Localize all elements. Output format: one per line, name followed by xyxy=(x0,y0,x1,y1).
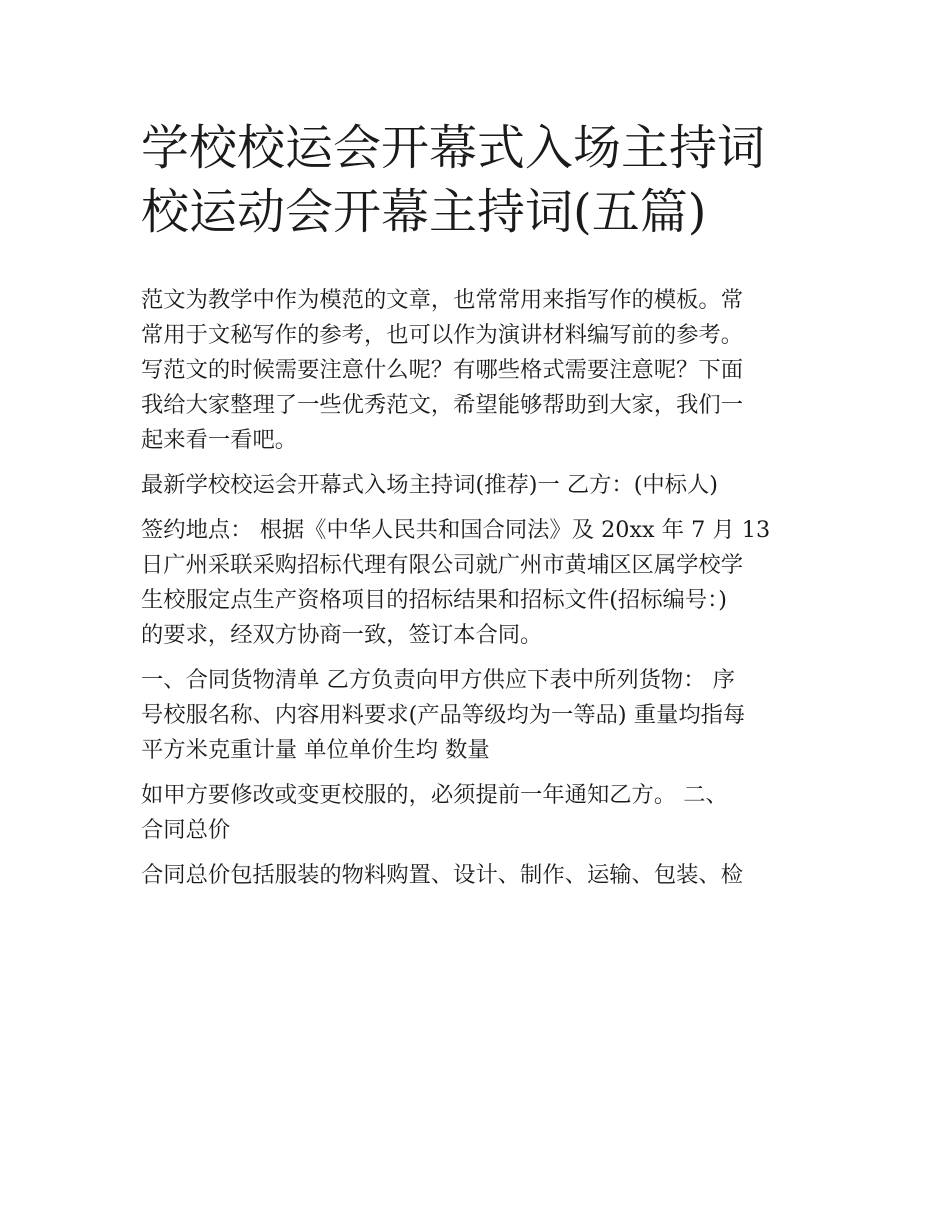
document-title xyxy=(141,116,841,244)
text-line: 签约地点： 根据《中华人民共和国合同法》及 20xx 年 7 月 13 xyxy=(141,517,771,543)
paragraph-modification xyxy=(141,778,821,848)
text-line: 日广州采联采购招标代理有限公司就广州市黄埔区区属学校学 xyxy=(141,552,744,578)
title-line: 学校校运会开幕式入场主持词 xyxy=(141,120,766,176)
text-line: 生校服定点生产资格项目的招标结果和招标文件(招标编号：) xyxy=(141,587,727,613)
text-line: 我给大家整理了一些优秀范文，希望能够帮助到大家，我们一 xyxy=(141,392,744,418)
document-body xyxy=(141,283,821,893)
text-line: 如甲方要修改或变更校服的，必须提前一年通知乙方。 二、 xyxy=(141,782,728,808)
text-line: 起来看一看吧。 xyxy=(141,427,298,453)
text-line: 合同总价包括服装的物料购置、设计、制作、运输、包装、检 xyxy=(141,862,744,888)
text-line: 的要求，经双方协商一致，签订本合同。 xyxy=(141,622,543,648)
text-line: 范文为教学中作为模范的文章，也常常用来指写作的模板。常 xyxy=(141,287,744,313)
text-line: 号校服名称、内容用料要求(产品等级均为一等品) 重量均指每 xyxy=(141,702,746,728)
text-line: 平方米克重计量 单位单价生均 数量 xyxy=(141,737,490,763)
paragraph-contract-basis xyxy=(141,513,821,653)
text-line: 一、合同货物清单 乙方负责向甲方供应下表中所列货物： 序 xyxy=(141,667,735,693)
text-line: 合同总价 xyxy=(141,817,231,843)
title-line: 校运动会开幕主持词(五篇) xyxy=(141,184,707,240)
paragraph-intro xyxy=(141,283,821,458)
paragraph-heading xyxy=(141,468,821,503)
text-line: 常用于文秘写作的参考，也可以作为演讲材料编写前的参考。 xyxy=(141,322,744,348)
paragraph-total-price xyxy=(141,858,821,893)
paragraph-goods-list xyxy=(141,663,821,768)
text-line: 最新学校校运会开幕式入场主持词(推荐)一 乙方：(中标人) xyxy=(141,472,719,498)
text-line: 写范文的时候需要注意什么呢？有哪些格式需要注意呢？下面 xyxy=(141,357,744,383)
